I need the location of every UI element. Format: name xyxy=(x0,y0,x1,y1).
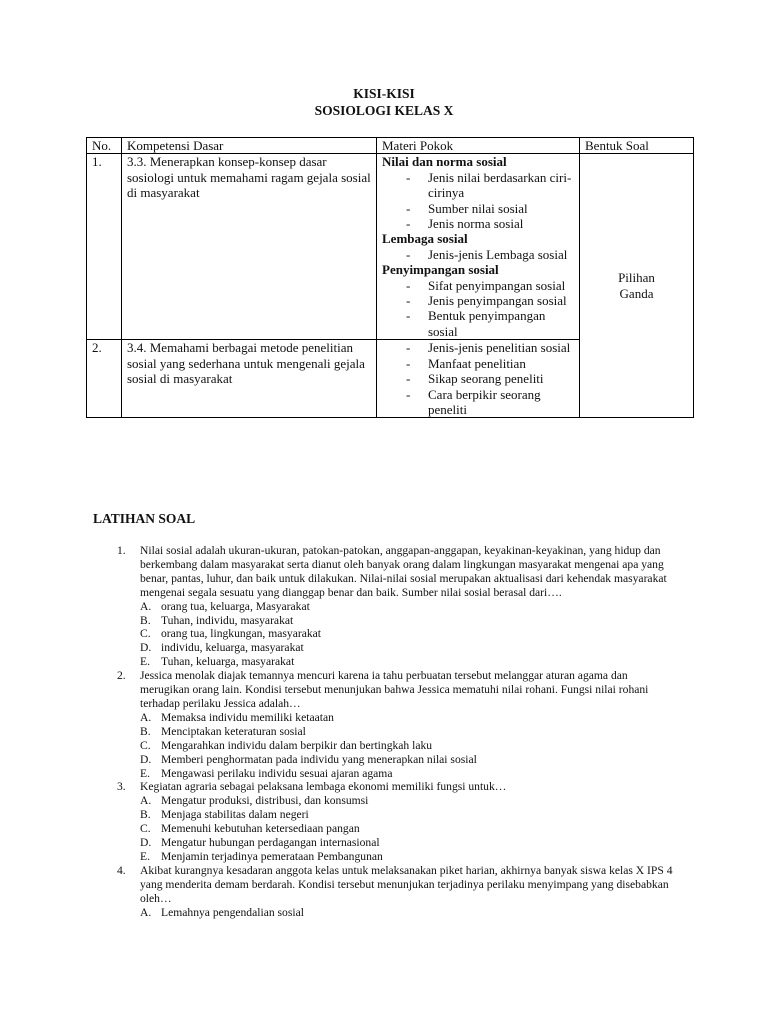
option-letter: B. xyxy=(140,613,151,627)
option-letter: B. xyxy=(140,724,151,738)
row-kompetensi: 3.3. Menerapkan konsep-konsep dasar sosiologi untuk memahami ragam gejala sosial di masyarakat xyxy=(122,154,377,340)
option-c xyxy=(140,822,677,836)
question-text: Jessica menolak diajak temannya mencuri karena ia tahu perbuatan tersebut melanggar aturan agama dan merugikan orang lain. Kondisi tersebut menunjukan bahwa Jessica mematuhi nilai rohani. Fungsi nilai rohani terhadap perilaku Jessica adalah… xyxy=(140,669,649,710)
option-letter: D. xyxy=(140,836,152,850)
question-text: Kegiatan agraria sebagai pelaksana lembaga ekonomi memiliki fungsi untuk… xyxy=(140,780,507,794)
option-text: Tuhan, individu, masyarakat xyxy=(161,613,294,627)
materi-item: - Sikap seorang peneliti xyxy=(382,371,574,386)
option-d xyxy=(140,641,677,655)
option-text: orang tua, lingkungan, masyarakat xyxy=(161,627,322,641)
option-text: Mengatur produksi, distribusi, dan konsumsi xyxy=(161,794,369,808)
option-text: individu, keluarga, masyarakat xyxy=(161,641,304,655)
materi-heading: Penyimpangan sosial xyxy=(382,262,499,278)
option-letter: D. xyxy=(140,752,152,766)
kisi-kisi-table xyxy=(86,137,694,418)
header-kompetensi-dasar: Kompetensi Dasar xyxy=(122,138,377,154)
materi-item: - Jenis-jenis Lembaga sosial xyxy=(382,247,574,262)
option-letter: D. xyxy=(140,641,152,655)
row-kompetensi: 3.4. Memahami berbagai metode penelitian sosial yang sederhana untuk mengenali gejala sosial di masyarakat xyxy=(122,340,377,418)
option-letter: E. xyxy=(140,655,150,669)
option-letter: B. xyxy=(140,808,151,822)
bentuk-soal-line: Pilihan xyxy=(618,270,655,286)
option-text: Menciptakan keteraturan sosial xyxy=(161,724,306,738)
row-materi xyxy=(377,340,580,418)
document-title: KISI-KISI xyxy=(353,86,415,101)
materi-list xyxy=(382,247,574,262)
row-no: 1. xyxy=(87,154,122,340)
option-text: Menjaga stabilitas dalam negeri xyxy=(161,808,309,822)
materi-item: - Manfaat penelitian xyxy=(382,356,574,371)
materi-item: - Sumber nilai sosial xyxy=(382,201,574,216)
option-a xyxy=(140,711,677,725)
bentuk-soal-cell xyxy=(580,154,694,418)
row-materi xyxy=(377,154,580,340)
materi-item: - Jenis-jenis penelitian sosial xyxy=(382,340,574,355)
option-letter: C. xyxy=(140,738,151,752)
option-b xyxy=(140,808,677,822)
materi-heading: Lembaga sosial xyxy=(382,231,468,247)
bentuk-soal-line: Ganda xyxy=(619,285,654,301)
latihan-title: LATIHAN SOAL xyxy=(93,511,196,526)
table-row xyxy=(87,154,694,340)
header-materi-pokok: Materi Pokok xyxy=(377,138,580,154)
option-text: Memenuhi kebutuhan ketersediaan pangan xyxy=(161,822,360,836)
question-number: 4. xyxy=(117,863,126,877)
option-text: Mengarahkan individu dalam berpikir dan bertingkah laku xyxy=(161,738,433,752)
option-e xyxy=(140,655,677,669)
question-number: 1. xyxy=(117,544,126,557)
option-letter: A. xyxy=(140,905,152,919)
option-letter: C. xyxy=(140,627,151,641)
option-text: Mengatur hubungan perdagangan internasional xyxy=(161,836,380,850)
option-letter: A. xyxy=(140,599,152,613)
question-text: Nilai sosial adalah ukuran-ukuran, patokan-patokan, anggapan-anggapan, keyakinan-keyakinan, yang hidup dan berkembang dalam masyarakat serta dianut oleh banyak orang dalam lingkungan masyarakat mengenai apa yang benar, pantas, luhur, dan baik untuk dilakukan. Nilai-nilai sosial merupakan aktualisasi dari kehendak masyarakat mengenai segala sesuatu yang dianggap benar dan baik. Sumber nilai sosial berasal dari…. xyxy=(140,544,667,599)
question-number: 3. xyxy=(117,780,126,794)
option-b xyxy=(140,614,677,628)
document-subtitle: SOSIOLOGI KELAS X xyxy=(314,103,454,118)
option-d xyxy=(140,753,677,767)
option-b xyxy=(140,725,677,739)
option-letter: A. xyxy=(140,794,152,808)
question-number: 2. xyxy=(117,669,126,683)
materi-item: - Jenis penyimpangan sosial xyxy=(382,293,574,308)
option-text: Memaksa individu memiliki ketaatan xyxy=(161,710,334,724)
option-letter: C. xyxy=(140,822,151,836)
option-text: orang tua, keluarga, Masyarakat xyxy=(161,599,310,613)
question-text: Akibat kurangnya kesadaran anggota kelas untuk melaksanakan piket harian, akhirnya banyak siswa kelas X IPS 4 yang menderita demam berdarah. Kondisi tersebut menunjukan terjadinya perilaku menyimpang yang disebabkan oleh… xyxy=(140,863,673,905)
question-3 xyxy=(117,780,677,863)
option-text: Mengawasi perilaku individu sesuai ajaran agama xyxy=(161,766,393,780)
materi-item: - Cara berpikir seorang peneliti xyxy=(382,387,574,418)
option-c xyxy=(140,739,677,753)
materi-item: - Jenis nilai berdasarkan ciri-cirinya xyxy=(382,170,574,201)
option-d xyxy=(140,836,677,850)
materi-item: - Jenis norma sosial xyxy=(382,216,574,231)
materi-list xyxy=(382,278,574,340)
materi-heading: Nilai dan norma sosial xyxy=(382,154,507,170)
option-a xyxy=(140,906,677,920)
materi-item: - Bentuk penyimpangan sosial xyxy=(382,308,574,339)
option-letter: E. xyxy=(140,849,150,863)
option-letter: A. xyxy=(140,710,152,724)
materi-list xyxy=(382,340,574,417)
option-letter: E. xyxy=(140,766,150,780)
materi-list xyxy=(382,170,574,232)
question-4 xyxy=(117,864,677,920)
option-text: Memberi penghormatan pada individu yang menerapkan nilai sosial xyxy=(161,752,477,766)
question-2 xyxy=(117,669,677,780)
materi-item: - Sifat penyimpangan sosial xyxy=(382,278,574,293)
option-text: Menjamin terjadinya pemerataan Pembangunan xyxy=(161,849,383,863)
option-text: Lemahnya pengendalian sosial xyxy=(161,905,304,919)
option-a xyxy=(140,794,677,808)
option-text: Tuhan, keluarga, masyarakat xyxy=(161,655,295,669)
option-e xyxy=(140,767,677,781)
header-bentuk-soal: Bentuk Soal xyxy=(580,138,694,154)
table-header-row xyxy=(87,138,694,154)
row-no: 2. xyxy=(87,340,122,418)
option-e xyxy=(140,850,677,864)
question-1 xyxy=(117,544,677,669)
option-c xyxy=(140,627,677,641)
question-list xyxy=(117,544,677,919)
option-a xyxy=(140,600,677,614)
header-no: No. xyxy=(87,138,122,154)
